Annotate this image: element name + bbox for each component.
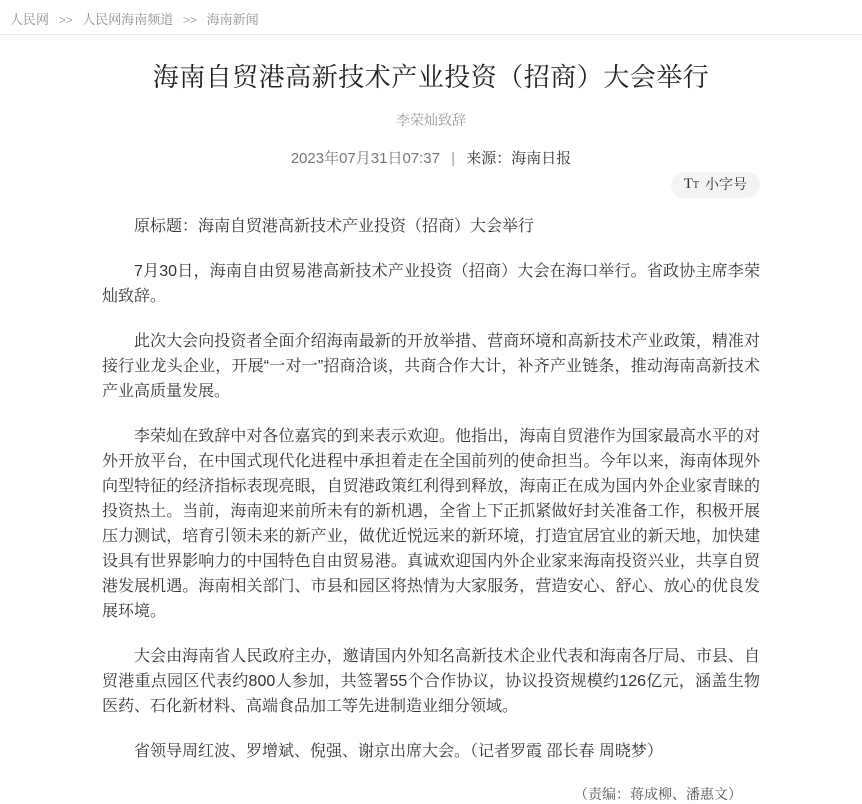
article-meta (102, 147, 760, 168)
publish-date: 2023年07月31日07:37 (290, 149, 440, 167)
editors-note: （责编：蒋成柳、潘惠文） (574, 785, 742, 802)
breadcrumb-separator: >> (182, 13, 197, 27)
font-size-button-label: 小字号 (705, 176, 747, 192)
paragraph-original-title: 原标题：海南自贸港高新技术产业投资（招商）大会举行 (134, 217, 535, 235)
breadcrumb-link-peoples-daily[interactable]: 人民网 (10, 12, 50, 27)
article-container (102, 61, 760, 804)
paragraph: 此次大会向投资者全面介绍海南最新的开放举措、营商环境和高新技术产业政策，精准对接行业龙头企业，开展“一对一”招商洽谈，共商合作大计，补齐产业链条，推动海南高新技术产业高质量发展。 (102, 332, 760, 400)
article-subtitle: 李荣灿致辞 (396, 111, 466, 128)
article-toolbar (102, 172, 760, 198)
paragraph: 李荣灿在致辞中对各位嘉宾的到来表示欢迎。他指出，海南自贸港作为国家最高水平的对外开放平台，在中国式现代化进程中承担着走在全国前列的使命担当。今年以来，海南体现外向型特征的经济指标表现亮眼，自贸港政策红利得到释放，海南正在成为国内外企业家青睐的投资热土。当前，海南迎来前所未有的新机遇，全省上下正抓紧做好封关准备工作，积极开展压力测试，培育引领未来的新产业，做优近悦远来的新环境，打造宜居宜业的新天地，加快建设具有世界影响力的中国特色自由贸易港。真诚欢迎国内外企业家来海南投资兴业，共享自贸港发展机遇。海南相关部门、市县和园区将热情为大家服务，营造安心、舒心、放心的优良发展环境。 (102, 427, 760, 620)
paragraph: 7月30日，海南自由贸易港高新技术产业投资（招商）大会在海口举行。省政协主席李荣灿致辞。 (102, 262, 760, 305)
breadcrumb (0, 0, 862, 35)
paragraph: 省领导周红波、罗增斌、倪强、谢京出席大会。（记者罗霞 邵长春 周晓梦） (134, 742, 663, 760)
meta-separator: | (451, 149, 456, 167)
paragraph: 大会由海南省人民政府主办，邀请国内外知名高新技术企业代表和海南各厅局、市县、自贸港重点园区代表约800人参加，共签署55个合作协议，协议投资规模约126亿元，涵盖生物医药、石化新材料、高端食品加工等先进制造业细分领域。 (102, 647, 760, 715)
breadcrumb-link-hainan-news[interactable]: 海南新闻 (206, 12, 259, 27)
article-body (102, 214, 760, 764)
page-title: 海南自贸港高新技术产业投资（招商）大会举行 (152, 62, 710, 92)
breadcrumb-link-hainan-channel[interactable]: 人民网海南频道 (82, 12, 174, 27)
font-size-icon: TT (683, 176, 699, 192)
article-source: 来源：海南日报 (466, 149, 572, 167)
breadcrumb-separator: >> (58, 13, 73, 27)
font-size-button[interactable] (671, 172, 760, 198)
